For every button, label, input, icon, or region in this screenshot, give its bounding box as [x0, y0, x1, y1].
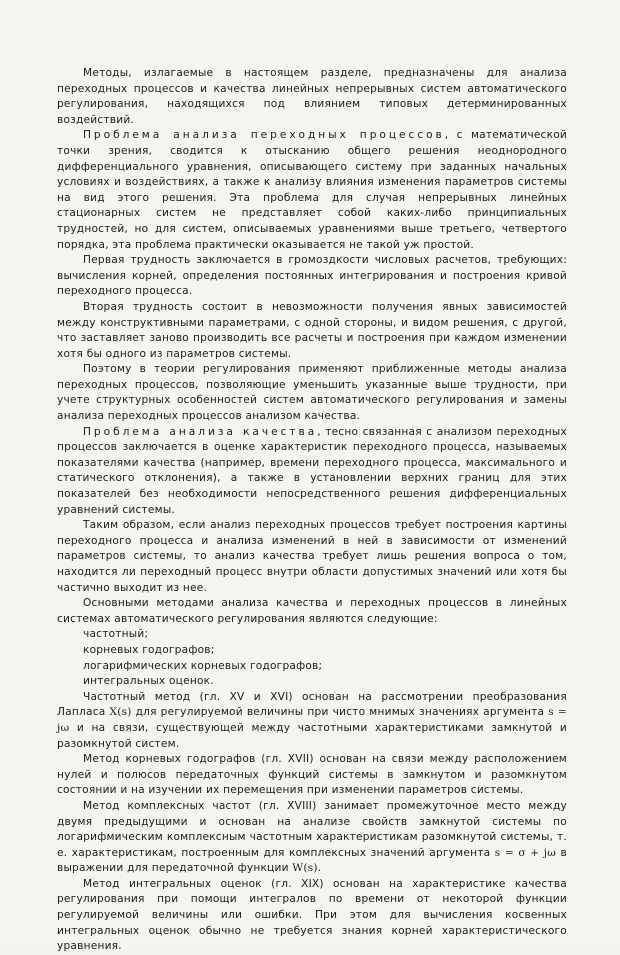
paragraph-thus — [57, 518, 567, 596]
paragraph-transient-problem — [57, 128, 567, 253]
paragraph-text: и на связи, существующей между частотными характеристиками замкнутой и разомкнутой систем. — [57, 721, 567, 750]
paragraph-text: . — [317, 862, 322, 875]
paragraph-text: , с математической точки зрения, сводится к отысканию общего решения неоднородного дифференциального уравнения, описывающего систему при заданных начальных условиях и воздействиях, а также к анализу влияния изменения параметров системы на вид этого решения. Эта проблема для случая непрерывных линейных стационарных систем не представляет собой каких-либо принципиальных трудностей, но для систем, описываемых уравнениями выше третьего, четвертого порядка, эта проблема практически оказывается не такой уж простой. — [57, 129, 567, 251]
paragraph-text: Методы, излагаемые в настоящем разделе, предназначены для анализа переходных процессов и качества линейных непрерывных систем автоматического регулирования, находящихся под влиянием типовых детерминированных воздействий. — [57, 67, 567, 126]
paragraph-first-difficulty — [57, 253, 567, 300]
paragraph-intro — [57, 66, 567, 128]
paragraph-frequency-method — [57, 690, 567, 752]
paragraph-quality-problem — [57, 425, 567, 519]
paragraph-text: для регулируемой величины при чисто мнимых значениях аргумента — [131, 706, 549, 719]
math-expression: X(s) — [109, 706, 132, 719]
math-expression: W(s) — [292, 862, 318, 875]
paragraph-text: Первая трудность заключается в громоздкости числовых расчетов, требующих: вычисления корней, определения постоянных интегрирования и построения кривой переходного процесса. — [57, 254, 567, 298]
list-item: логарифмических корневых годографов; — [83, 659, 323, 672]
spaced-heading: Проблема анализа переходных процессов — [83, 129, 445, 142]
paragraph-root-locus-method — [57, 752, 567, 799]
math-expression: s = σ + jω — [494, 846, 557, 859]
paragraph-text: Метод интегральных оценок (гл. XIX) основан на характеристике качества регулирования при помощи интегралов по времени от некоторой функции регулируемой величины или ошибки. При этом для вычисления косвенных интегральных оценок обычно не требуется знания корней характеристического уравнения. — [57, 877, 567, 953]
list-item: частотный; — [83, 628, 149, 641]
math-expression: s = jω — [57, 706, 567, 734]
paragraph-complex-frequency-method — [57, 799, 567, 877]
body-text — [57, 66, 567, 955]
paragraph-second-difficulty — [57, 300, 567, 362]
paragraph-text: Поэтому в теории регулирования применяют приближенные методы анализа переходных процессов, позволяющие уменьшить указанные выше трудности, при учете структурных особенностей систем автоматического регулирования и замены анализа переходных процессов анализом качества. — [57, 363, 567, 423]
spaced-heading: Проблема анализа качества — [83, 425, 318, 438]
paragraph-text: в выражении для передаточной функции — [57, 846, 567, 875]
paragraph-text: Частотный метод (гл. XV и XVI) основан на рассмотрении преобразования Лапласа — [57, 690, 567, 719]
paragraph-text: Метод комплексных частот (гл. XVIII) занимает промежуточное место между двумя предыдущими и основан на анализе свойств замкнутой системы по логарифмическим комплексным частотным характеристикам разомкнутой системы, т. е. характеристикам, построенным для комплексных значений аргумента — [57, 799, 567, 859]
paragraph-text: Таким образом, если анализ переходных процессов требует построения картины переходного процесса и анализа изменений в ней в зависимости от изменений параметров системы, то анализ качества требует лишь решения вопроса о том, находится ли переходный процесс внутри области допустимых значений или хотя бы частично выходит из нее. — [57, 519, 567, 594]
paragraph-text: Вторая трудность состоит в невозможности получения явных зависимостей между конструктивными параметрами, с одной стороны, и видом решения, с другой, что заставляет заново производить все расчеты и построения при каждом изменении хотя бы одного из параметров системы. — [57, 300, 567, 360]
paragraph-integral-method — [57, 877, 567, 955]
paragraph-text: Метод корневых годографов (гл. XVII) основан на связи между расположением нулей и полюсов передаточных функций системы в замкнутом и разомкнутом состоянии и на изучении их перемещения при изменении параметров системы. — [57, 753, 567, 797]
paragraph-main-methods — [57, 596, 567, 627]
paragraph-approximate-methods — [57, 362, 567, 424]
list-item: корневых годографов; — [83, 643, 215, 656]
paragraph-text: Основными методами анализа качества и переходных процессов в линейных системах автоматического регулирования являются следующие: — [57, 597, 567, 625]
paragraph-text: , тесно связанная с анализом переходных процессов заключается в оценке характеристик переходного процесса, называемых показателями качества (например, времени переходного процесса, максимального и статического отклонения), а также в установлении верхних границ для этих показателей без необходимости непосредственного решения дифференциальных уравнений системы. — [57, 425, 567, 516]
list-item: интегральных оценок. — [83, 675, 214, 688]
